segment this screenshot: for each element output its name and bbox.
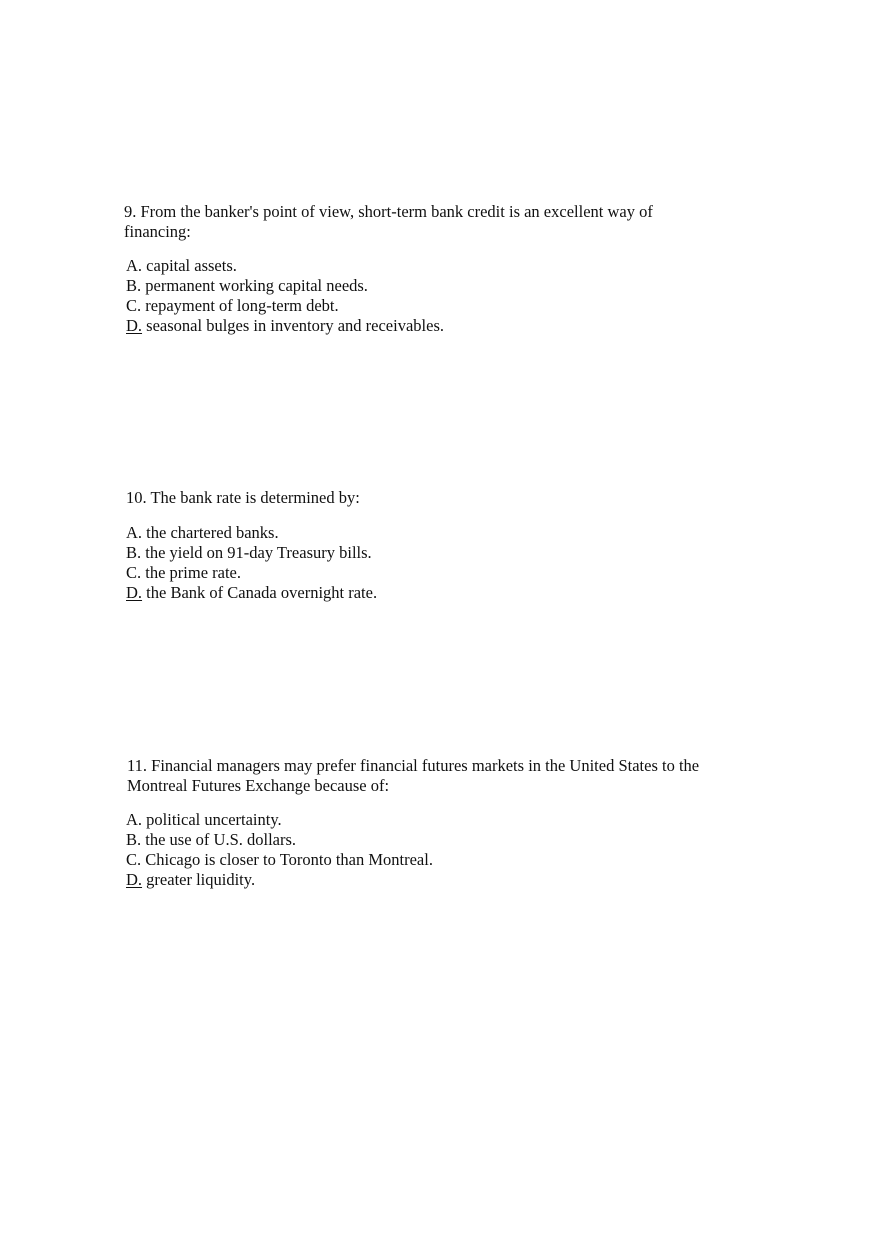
option-letter: A bbox=[126, 523, 138, 542]
option-separator: . bbox=[137, 543, 146, 562]
option-letter: B bbox=[126, 830, 138, 849]
option-a bbox=[126, 810, 433, 830]
question-stem-line: 11. Financial managers may prefer financial futures markets in the United States to the bbox=[127, 756, 700, 775]
option-separator: . bbox=[137, 523, 147, 542]
option-text: seasonal bulges in inventory and receivables. bbox=[146, 316, 444, 335]
option-text: Chicago is closer to Toronto than Montreal. bbox=[145, 850, 433, 869]
question-stem-line: 10. The bank rate is determined by: bbox=[126, 488, 360, 507]
option-d-answer bbox=[126, 870, 433, 890]
option-d-answer bbox=[126, 316, 444, 336]
option-letter: D. bbox=[126, 316, 143, 335]
option-b bbox=[126, 830, 433, 850]
answer-options bbox=[126, 256, 444, 336]
option-d-answer bbox=[126, 583, 377, 603]
option-text: permanent working capital needs. bbox=[145, 276, 368, 295]
question-stem bbox=[124, 202, 744, 242]
option-text: the prime rate. bbox=[145, 563, 242, 582]
answer-options bbox=[126, 810, 433, 890]
question-stem bbox=[127, 756, 767, 796]
option-letter: D. bbox=[126, 583, 143, 602]
option-c bbox=[126, 563, 377, 583]
option-letter: C bbox=[126, 850, 138, 869]
option-letter: D. bbox=[126, 870, 143, 889]
option-a bbox=[126, 256, 444, 276]
option-separator: . bbox=[137, 563, 146, 582]
option-c bbox=[126, 296, 444, 316]
option-a bbox=[126, 523, 377, 543]
option-text: the Bank of Canada overnight rate. bbox=[146, 583, 378, 602]
question-stem-line: 9. From the banker's point of view, short-term bank credit is an excellent way of bbox=[124, 202, 653, 221]
answer-options bbox=[126, 523, 377, 603]
option-letter: C bbox=[126, 296, 138, 315]
option-letter: B bbox=[126, 543, 138, 562]
option-text: the use of U.S. dollars. bbox=[145, 830, 297, 849]
option-letter: C bbox=[126, 563, 138, 582]
question-stem bbox=[126, 488, 746, 508]
option-letter: A bbox=[126, 810, 138, 829]
option-separator: . bbox=[137, 276, 146, 295]
option-separator: . bbox=[137, 850, 146, 869]
option-text: greater liquidity. bbox=[146, 870, 256, 889]
option-letter: B bbox=[126, 276, 138, 295]
option-b bbox=[126, 543, 377, 563]
question-stem-line: financing: bbox=[124, 222, 191, 241]
option-b bbox=[126, 276, 444, 296]
option-text: capital assets. bbox=[146, 256, 237, 275]
option-text: repayment of long-term debt. bbox=[145, 296, 339, 315]
question-stem-line: Montreal Futures Exchange because of: bbox=[127, 776, 390, 795]
option-text: political uncertainty. bbox=[146, 810, 282, 829]
option-c bbox=[126, 850, 433, 870]
option-text: the yield on 91-day Treasury bills. bbox=[145, 543, 372, 562]
option-separator: . bbox=[137, 830, 146, 849]
option-letter: A bbox=[126, 256, 138, 275]
option-separator: . bbox=[137, 810, 147, 829]
option-separator: . bbox=[137, 256, 147, 275]
option-separator: . bbox=[137, 296, 146, 315]
option-text: the chartered banks. bbox=[146, 523, 279, 542]
